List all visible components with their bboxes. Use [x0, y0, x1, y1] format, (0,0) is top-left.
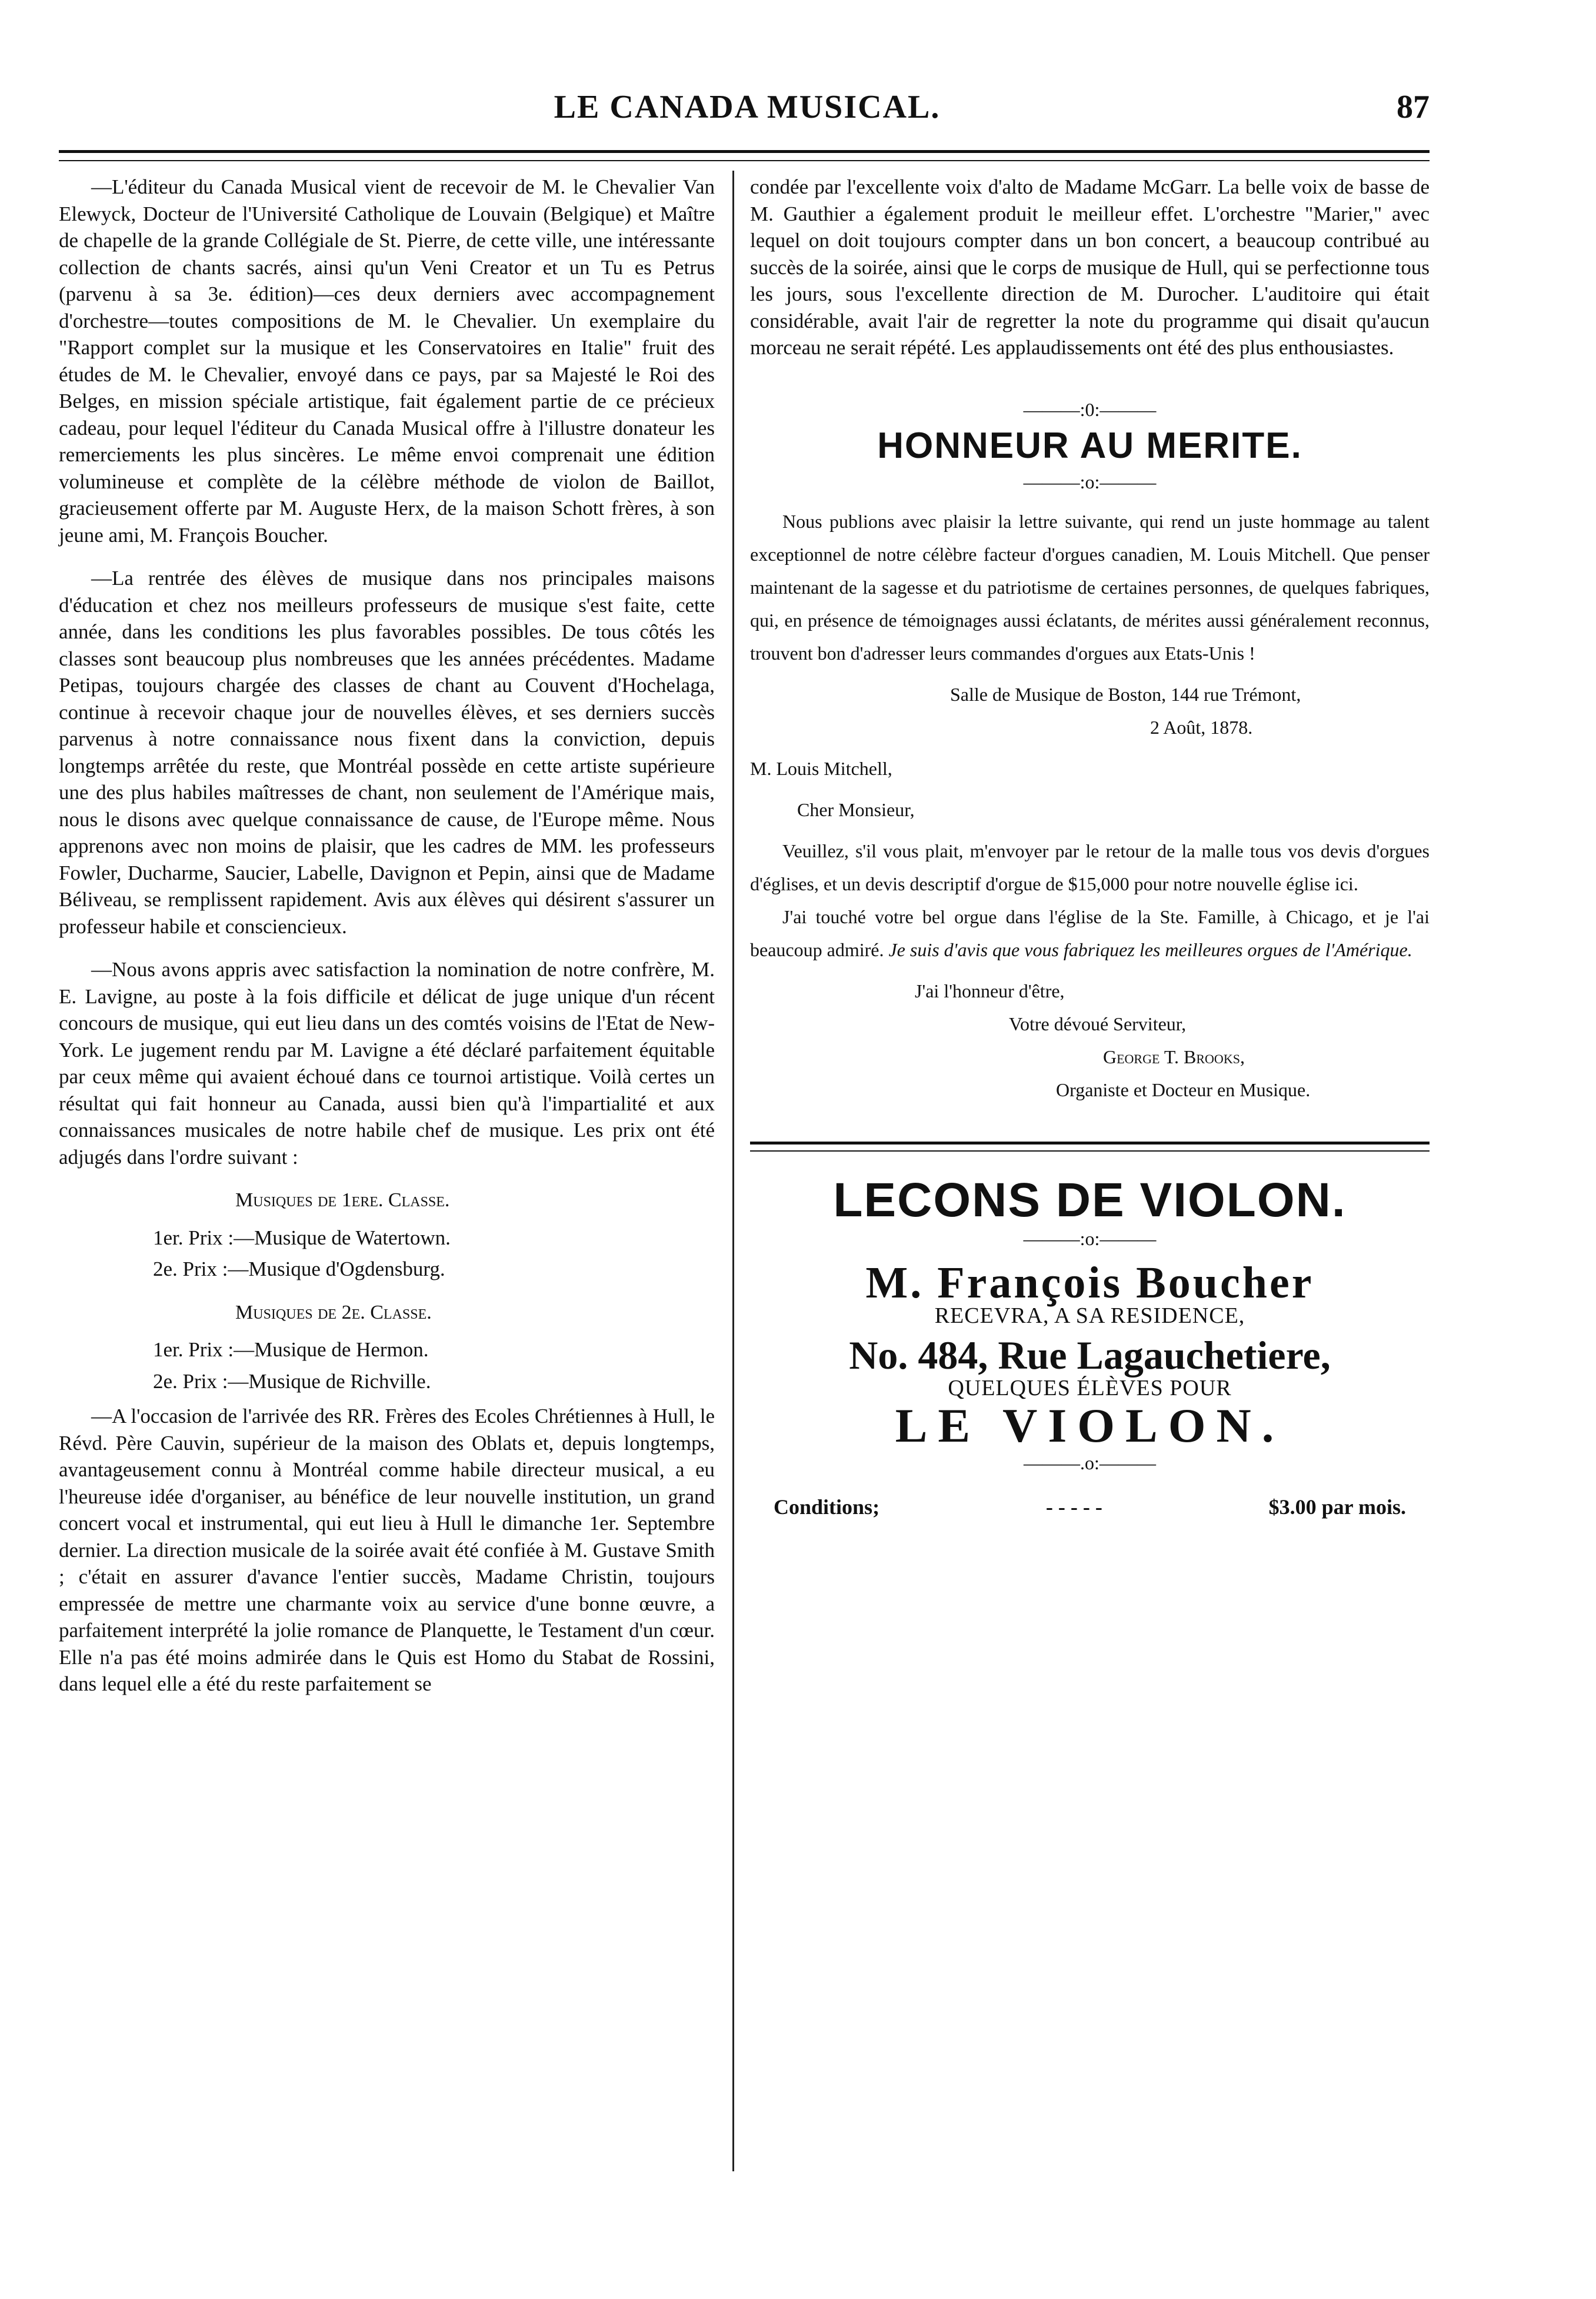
letter-signature: George T. Brooks,	[1103, 1046, 1245, 1067]
ad-address: No. 484, Rue Lagauchetiere,	[849, 1333, 1331, 1378]
article-concert-hull: —A l'occasion de l'arrivée des RR. Frères des Ecoles Chrétiennes à Hull, le Révd. Père Cauvin, supérieur de la maison des Oblats et, depuis longtemps, avantageusement connu à Montréal comme habile directeur musical, a eu l'heureuse idée d'organiser, au bénéfice de leur nouvelle institution, un grand concert vocal et instrumental, qui eut lieu à Hull le dimanche 1er. Septembre dernier. La direction musicale de la soirée avait été confiée à M. Gustave Smith ; c'était en assurer d'avance l'entier succès, Madame Christin, toujours empressée de mettre une charmante voix au service d'une bonne œuvre, a parfaitement interprété la jolie romance de Planquette, le Testament d'un cœur. Elle n'a pas été moins admirée dans le Quis est Homo du Stabat de Rossini, dans lequel elle a été du reste parfaitement se	[59, 1405, 715, 1695]
ad-line-students: QUELQUES ÉLÈVES POUR	[948, 1375, 1232, 1400]
ad-rule	[750, 1142, 1430, 1152]
prize-class2-second: 2e. Prix :—Musique de Richville.	[153, 1369, 431, 1393]
header-rule	[59, 150, 1430, 161]
violin-lessons-ad	[750, 1173, 1430, 1521]
ad-line-receive: RECEVRA, A SA RESIDENCE,	[934, 1303, 1245, 1328]
letter-date: 2 Août, 1878.	[1150, 717, 1253, 738]
article-rentree-eleves: —La rentrée des élèves de musique dans nos principales maisons d'éducation et chez nos meilleurs professeurs de musique s'est faite, cette année, dans les conditions les plus favorables possibles. De tous côtés les classes sont beaucoup plus nombreuses que les années précédentes. Madame Petipas, toujours chargée des classes de chant au Couvent d'Hochelaga, continue à recevoir chaque jour de nouvelles élèves, et ses derniers succès parvenus à notre connaissance nous fixent dans la conviction, depuis longtemps arrêtée du reste, que Montréal possède en cette artiste supérieure une des plus habiles maîtresses de chant, non seulement de l'Amérique mais, nous le disons avec quelque connaissance de cause, de l'Europe même. Nous apprenons avec non moins de plaisir, que les cadres de MM. les professeurs Fowler, Ducharme, Saucier, Labelle, Davignon et Pepin, ainsi que de Madame Béliveau, se remplissent rapidement. Avis aux élèves qui désirent s'assurer un professeur habile et consciencieux.	[59, 567, 715, 938]
ad-teacher-name: M. François Boucher	[865, 1258, 1314, 1307]
honneur-heading: HONNEUR AU MERITE.	[877, 425, 1302, 466]
conditions-dashes: - - - - -	[1045, 1495, 1102, 1519]
letter-body: Veuillez, s'il vous plait, m'envoyer par le retour de la malle tous vos devis d'orgues d'églises, et un devis descriptif d'orgue de $15,000 pour notre nouvelle église ici.	[750, 840, 1430, 894]
letter-salutation: Cher Monsieur,	[797, 799, 915, 820]
article-lavigne: —Nous avons appris avec satisfaction la nomination de notre confrère, M. E. Lavigne, au poste à la fois difficile et délicat de juge unique d'un récent concours de musique, qui eut lieu dans un des comtés voisins de l'Etat de New-York. Le jugement rendu par M. Lavigne a été déclaré parfaitement équitable par ceux même qui avaient échoué dans ce tournoi artistique. Voilà certes un résultat qui fait honneur au Canada, aussi bien qu'à l'impartialité et aux connaissances musicales de notre habile chef de musique. Les prix ont été adjugés dans l'ordre suivant :	[59, 958, 715, 1169]
page-header	[59, 88, 1430, 141]
letter-recipient: M. Louis Mitchell,	[750, 758, 892, 779]
journal-title: LE CANADA MUSICAL.	[554, 89, 941, 125]
letter-closing: J'ai l'honneur d'être,	[915, 980, 1065, 1002]
ornament-divider: ———:o:———	[1023, 1227, 1157, 1249]
ornament-divider: ———:0:———	[1023, 398, 1157, 420]
prize-class1-heading: Musiques de 1ere. Classe.	[235, 1189, 450, 1211]
ornament-divider: ———.o:———	[1024, 1452, 1156, 1473]
letter-body-2-text: J'ai touché votre bel orgue dans l'église de la Ste. Famille, à Chicago, et je l'ai beaucoup admiré.	[750, 906, 1430, 960]
prize-class1-first: 1er. Prix :—Musique de Watertown.	[153, 1226, 451, 1249]
letter-signer-title: Organiste et Docteur en Musique.	[1056, 1079, 1311, 1100]
ad-instrument: LE VIOLON.	[895, 1399, 1285, 1452]
ad-heading: LECONS DE VIOLON.	[833, 1173, 1347, 1227]
ad-conditions	[750, 1494, 1430, 1521]
page-number: 87	[1397, 89, 1430, 125]
article-concert-hull-continued: condée par l'excellente voix d'alto de Madame McGarr. La belle voix de basse de M. Gauthier a également produit le meilleur effet. L'orchestre "Marier," avec lequel on doit toujours compter dans un bon concert, a beaucoup contribué au succès de la soirée, ainsi que le corps de musique de Hull, qui se perfectionne tous les jours, sous l'excellente direction de M. Durocher. L'auditoire qui était considérable, avait l'air de regretter la note du programme qui disait qu'aucun morceau ne serait répété. Les applaudissements ont été des plus enthousiastes.	[750, 175, 1430, 359]
letter-body-2	[750, 900, 1430, 966]
prize-class2-heading: Musiques de 2e. Classe.	[235, 1301, 432, 1323]
conditions-label: Conditions;	[774, 1495, 880, 1519]
article-van-elewyck: —L'éditeur du Canada Musical vient de recevoir de M. le Chevalier Van Elewyck, Docteur de l'Université Catholique de Louvain (Belgique) et Maître de chapelle de la grande Collégiale de St. Pierre, de cette ville, une intéressante collection de chants sacrés, ainsi qu'un Veni Creator et un Tu es Petrus (parvenu à sa 3e. édition)—ces deux derniers avec accompagnement d'orchestre—toutes compositions de M. le Chevalier. Un exemplaire du "Rapport complet sur la musique et les Conservatoires en Italie" fruit des études de M. le Chevalier, envoyé dans ce pays, par sa Majesté le Roi des Belges, en mission spéciale artistique, fait également partie de ce précieux cadeau, pour lequel l'éditeur du Canada Musical offre à l'illustre donateur les remerciements les plus sincères. Le même envoi comprenait une édition volumineuse et complète de la célèbre méthode de violon de Baillot, gracieusement offerte par M. Auguste Herx, de la maison Schott frères, à son jeune ami, M. François Boucher.	[59, 175, 715, 547]
left-column	[59, 174, 715, 1704]
prize-class2-first: 1er. Prix :—Musique de Hermon.	[153, 1338, 429, 1361]
prize-class1-second: 2e. Prix :—Musique d'Ogdensburg.	[153, 1257, 445, 1280]
column-divider	[732, 171, 734, 2171]
right-column	[750, 174, 1430, 1521]
conditions-price: $3.00 par mois.	[1268, 1495, 1406, 1519]
honneur-intro: Nous publions avec plaisir la lettre suivante, qui rend un juste hommage au talent exceptionnel de notre célèbre facteur d'orgues canadien, M. Louis Mitchell. Que penser maintenant de la sagesse et du patriotisme de certaines personnes, de quelques fabriques, qui, en présence de témoignages aussi éclatants, de mérites aussi généralement reconnus, trouvent bon d'adresser leurs commandes d'orgues aux Etats-Unis !	[750, 511, 1430, 664]
letter-body-2-italic: Je suis d'avis que vous fabriquez les meilleures orgues de l'Amérique.	[888, 939, 1412, 960]
ornament-divider: ———:o:———	[1023, 471, 1157, 493]
letter-address: Salle de Musique de Boston, 144 rue Trémont,	[950, 684, 1301, 705]
letter-valediction: Votre dévoué Serviteur,	[1009, 1013, 1187, 1034]
honneur-section	[750, 505, 1430, 1106]
